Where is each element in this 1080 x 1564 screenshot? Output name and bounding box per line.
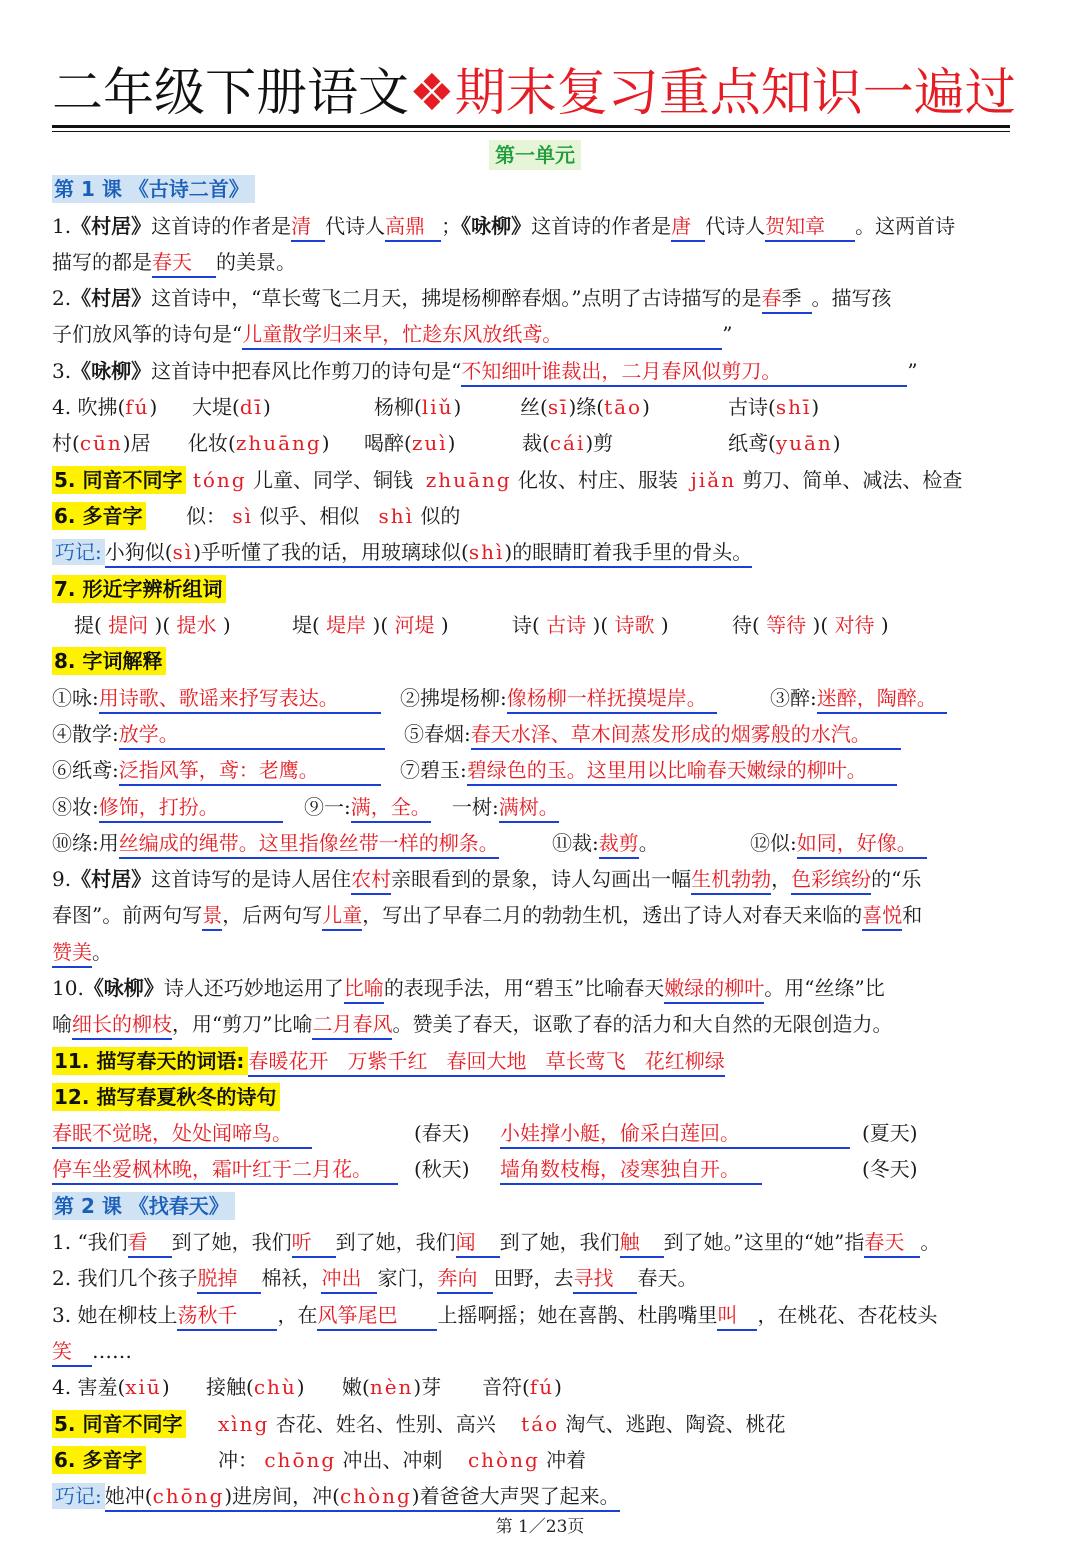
l1-q1-cont: 描写的都是春天 的美景。 (52, 244, 296, 280)
l1-q2: 2.《村居》这首诗中，“草长莺飞二月天，拂堤杨柳醉春烟。”点明了古诗描写的是春季 。描写孩 (52, 280, 892, 316)
lesson-1-heading (52, 171, 255, 207)
title-main: 二年级下册语文 (52, 64, 410, 123)
l2-q6-polyphone: 6. 多音字 冲： chōng 冲出、冲刺 chòng 冲着 (54, 1448, 587, 1472)
l1-q7-words: 提( 提问 )( 提水 ) 堤( 堤岸 )( 河堤 ) 诗( 古诗 )( 诗歌 ) 待( 等待 )( 对待 ) (74, 613, 889, 637)
l1-q11-spring-words: 11. 描写春天的词语: 春暖花开 万紫千红 春回大地 草长莺飞 花红柳绿 (52, 1043, 725, 1079)
l1-q10: 10.《咏柳》诗人还巧妙地运用了比喻的表现手法，用“碧玉”比喻春天嫩绿的柳叶。用“丝绦”比 (52, 970, 885, 1006)
l1-q8-row5: ⑩绦:用丝编成的绳带。这里指像丝带一样的柳条。 ⑪裁:裁剪。 ⑫似:如同，好像。 (52, 825, 1017, 861)
l1-q7-heading: 7. 形近字辨析组词 (52, 571, 226, 607)
l1-q1: 1.《村居》这首诗的作者是清 代诗人高鼎 ；《咏柳》这首诗的作者是唐 代诗人贺知章 。这两首诗 (52, 208, 955, 244)
l1-q8-row3: ⑥纸鸢:泛指风筝，鸢：老鹰。 ⑦碧玉:碧绿色的玉。这里用以比喻春天嫩绿的柳叶。 (52, 752, 1017, 788)
l1-q12-heading: 12. 描写春夏秋冬的诗句 (52, 1079, 280, 1115)
l1-q5-homophones: 5. 同音不同字 tóng 儿童、同学、铜钱 zhuāng 化妆、村庄、服装 jiǎn 剪刀、简单、减法、检查 (54, 468, 963, 492)
l1-q2-cont: 子们放风筝的诗句是“儿童散学归来早，忙趁东风放纸鸢。 ” (52, 316, 732, 352)
l2-q1: 1. “我们看 到了她，我们听 到了她，我们闻 到了她，我们触 到了她。”这里的“她”指春天 。 (52, 1224, 940, 1260)
l1-q4-row1: 4. 吹拂(fú) 大堤(dī) 杨柳(liǔ) 丝(sī)绦(tāo) 古诗(shī) (52, 395, 820, 419)
l1-q9-cont2: 赞美。 (52, 934, 112, 970)
l1-q10-cont: 喻细长的柳枝，用“剪刀”比喻二月春风。赞美了春天，讴歌了春的活力和大自然的无限创造力。 (52, 1006, 892, 1042)
l1-q3: 3.《咏柳》这首诗中把春风比作剪刀的诗句是“不知细叶谁裁出，二月春风似剪刀。 ” (52, 353, 918, 389)
page-title (52, 62, 1016, 126)
l1-q4-row2: 村(cūn)居 化妆(zhuāng) 喝醉(zuì) 裁(cái)剪 纸鸢(yuān) (52, 431, 841, 455)
l2-q4-pinyin: 4. 害羞(xiū) 接触(chù) 嫩(nèn)芽 音符(fú) (52, 1375, 562, 1399)
lesson-2-label: 第 2 课 《找春天》 (52, 1192, 235, 1220)
lesson-2-heading (52, 1188, 235, 1224)
unit-heading: 第一单元 (489, 140, 581, 170)
l1-q9: 9.《村居》这首诗写的是诗人居住农村亲眼看到的景象，诗人勾画出一幅生机勃勃，色彩缤纷的“乐 (52, 861, 921, 897)
l1-q8-row2: ④散学:放学。 ⑤春烟:春天水泽、草木间蒸发形成的烟雾般的水汽。 (52, 716, 1017, 752)
l1-q12-row2: 停车坐爱枫林晚，霜叶红于二月花。 (秋天) 墙角数枝梅，凌寒独自开。 (冬天) (52, 1151, 1017, 1187)
title-subtitle: 期末复习重点知识一遍过 (454, 64, 1016, 123)
l2-q3: 3. 她在柳枝上荡秋千 ，在风筝尾巴 上摇啊摇；她在喜鹊、杜鹃嘴里叫 ，在桃花、杏花枝头 (52, 1297, 937, 1333)
lesson-1-label: 第 1 课 《古诗二首》 (52, 175, 255, 203)
page-number: 第 1／23页 (495, 1517, 585, 1537)
l2-tip: 巧记: 她冲(chōng)进房间，冲(chòng)着爸爸大声哭了起来。 (52, 1478, 620, 1514)
l1-q9-cont: 春图”。前两句写景，后两句写儿童，写出了早春二月的勃勃生机，透出了诗人对春天来临的喜悦和 (52, 897, 922, 933)
l2-q2: 2. 我们几个孩子脱掉 棉袄，冲出 家门，奔向 田野，去寻找 春天。 (52, 1260, 697, 1296)
l1-tip: 巧记: 小狗似(sì)乎听懂了我的话，用玻璃球似(shì)的眼睛盯着我手里的骨头。 (52, 534, 752, 570)
title-rule (52, 125, 1010, 128)
l1-q12-row1: 春眠不觉晓，处处闻啼鸟。 (春天) 小娃撑小艇，偷采白莲回。 (夏天) (52, 1115, 1017, 1151)
title-mark: ❖ (409, 64, 455, 123)
l1-q8-row4: ⑧妆:修饰，打扮。 ⑨一:满，全。 一树:满树。 (52, 789, 1017, 825)
l1-q8-row1: ①咏:用诗歌、歌谣来抒写表达。 ②拂堤杨柳:像杨柳一样抚摸堤岸。 ③醉:迷醉，陶醉。 (52, 680, 1017, 716)
l2-q5-homophones: 5. 同音不同字 xìng 杏花、姓名、性别、高兴 táo 淘气、逃跑、陶瓷、桃花 (54, 1412, 786, 1436)
title-rule-thin (52, 131, 1010, 132)
l2-q3-cont: 笑 …… (52, 1333, 132, 1369)
l1-q6-polyphone: 6. 多音字 似： sì 似乎、相似 shì 似的 (54, 504, 461, 528)
l1-q8-heading: 8. 字词解释 (52, 643, 166, 679)
